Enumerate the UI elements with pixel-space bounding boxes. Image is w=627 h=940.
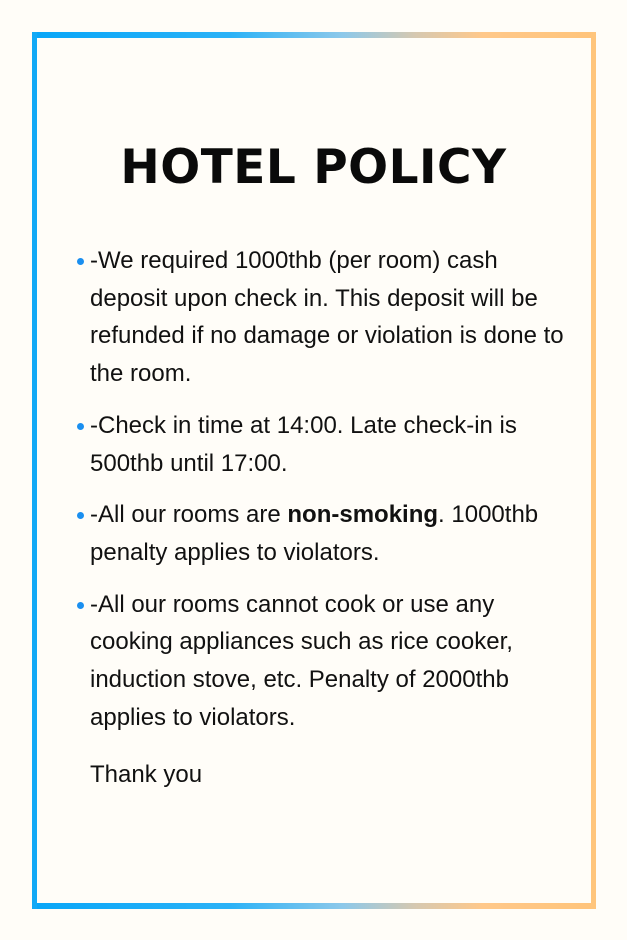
- page-title: HOTEL POLICY: [120, 140, 507, 195]
- border-bottom: [32, 903, 596, 909]
- policy-text: -Check in time at 14:00. Late check-in is 500thb until 17:00.: [90, 411, 517, 477]
- policy-text-after: . 1000thb penalty applies to violators.: [90, 501, 539, 566]
- policy-list: [76, 242, 566, 750]
- bullet-dot-icon: [77, 512, 84, 519]
- closing-text: Thank you: [90, 761, 203, 788]
- bullet-dot-icon: [77, 423, 84, 430]
- policy-text: -We required 1000thb (per room) cash deposit upon check in. This deposit will be refunded if no damage or violation is done to the room.: [90, 247, 564, 388]
- border-top: [32, 32, 596, 38]
- bullet-dot-icon: [77, 602, 84, 609]
- policy-item-no-cooking: [76, 586, 566, 737]
- policy-emphasis: non-smoking: [287, 501, 439, 529]
- bullet-dot-icon: [77, 258, 84, 265]
- policy-text-before: -All our rooms are: [90, 501, 288, 529]
- policy-text: -All our rooms cannot cook or use any cooking appliances such as rice cooker, induction stove, etc. Penalty of 2000thb applies to violators.: [90, 590, 513, 731]
- policy-item-non-smoking: [76, 496, 566, 571]
- policy-item-deposit: [76, 242, 566, 393]
- policy-item-check-in: [76, 407, 566, 482]
